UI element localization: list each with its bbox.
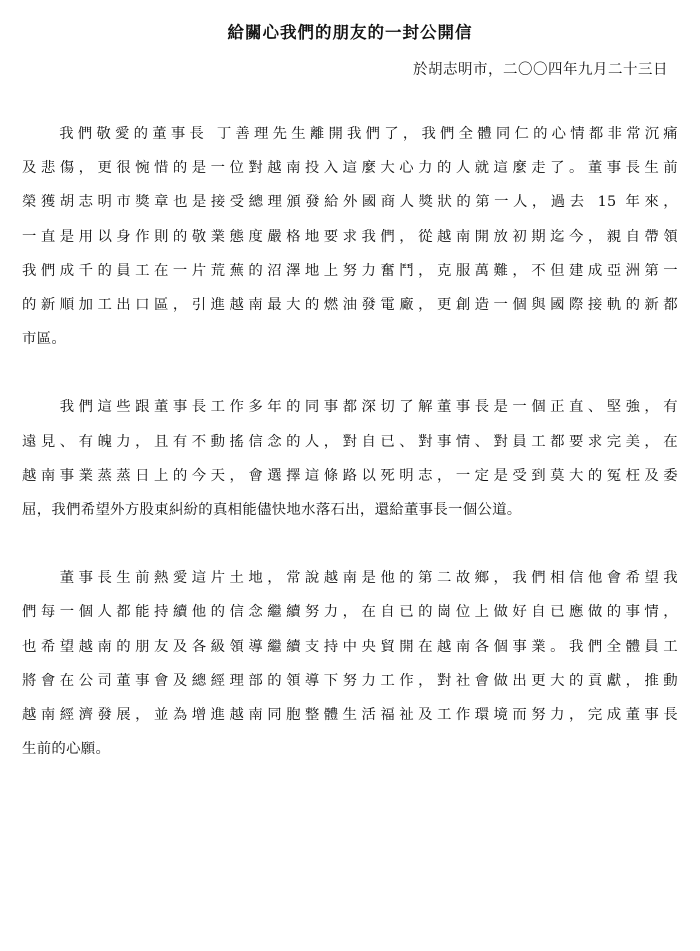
paragraph-line: 董事長生前熱愛這片土地，常說越南是他的第二故鄉，我們相信他會希望我 [22,570,678,587]
paragraph-line: 將會在公司董事會及總經理部的領導下努力工作，對社會做出更大的貢獻，推動 [22,672,678,689]
paragraph-line: 越南事業蒸蒸日上的今天，會選擇這條路以死明志，一定是受到莫大的冤枉及委 [22,467,678,484]
letter-title: 給關心我們的朋友的一封公開信 [227,23,473,42]
paragraph-line: 一直是用以身作則的敬業態度嚴格地要求我們，從越南開放初期迄今，親自帶領 [22,228,678,245]
paragraph-line: 我們這些跟董事長工作多年的同事都深切了解董事長是一個正直、堅強，有 [22,399,678,416]
letter-body [22,117,678,766]
paragraph-line: 的新順加工出口區，引進越南最大的燃油發電廠，更創造一個與國際接軌的新都 [22,297,678,314]
paragraph-line: 也希望越南的朋友及各級領導繼續支持中央貿開在越南各個事業。我們全體員工 [22,638,678,655]
letter-dateline: 於胡志明市，二〇〇四年九月二十三日 [413,62,668,78]
paragraph-line: 遠見、有魄力，且有不動搖信念的人，對自已、對事情、對員工都要求完美，在 [22,433,678,450]
paragraph-1 [22,117,678,356]
paragraph-line: 及悲傷，更很惋惜的是一位對越南投入這麼大心力的人就這麼走了。董事長生前 [22,160,678,177]
paragraph-line: 們每一個人都能持續他的信念繼續努力，在自已的崗位上做好自已應做的事情， [22,604,678,621]
paragraph-2 [22,390,678,527]
paragraph-line: 我們成千的員工在一片荒蕪的沼澤地上努力奮鬥，克服萬難，不但建成亞洲第一 [22,262,678,279]
paragraph-line: 越南經濟發展，並為增進越南同胞整體生活福祉及工作環境而努力，完成董事長 [22,707,678,724]
paragraph-line: 屈，我們希望外方股東糾紛的真相能儘快地水落石出，還給董事長一個公道。 [22,502,522,519]
paragraph-3 [22,561,678,766]
paragraph-line: 我們敬愛的董事長 丁善理先生離開我們了，我們全體同仁的心情都非常沉痛 [22,126,678,142]
paragraph-line: 市區。 [22,331,67,348]
paragraph-line: 生前的心願。 [22,741,111,758]
paragraph-line: 榮獲胡志明市獎章也是接受總理頒發給外國商人獎狀的第一人，過去 15 年來， [22,194,678,211]
